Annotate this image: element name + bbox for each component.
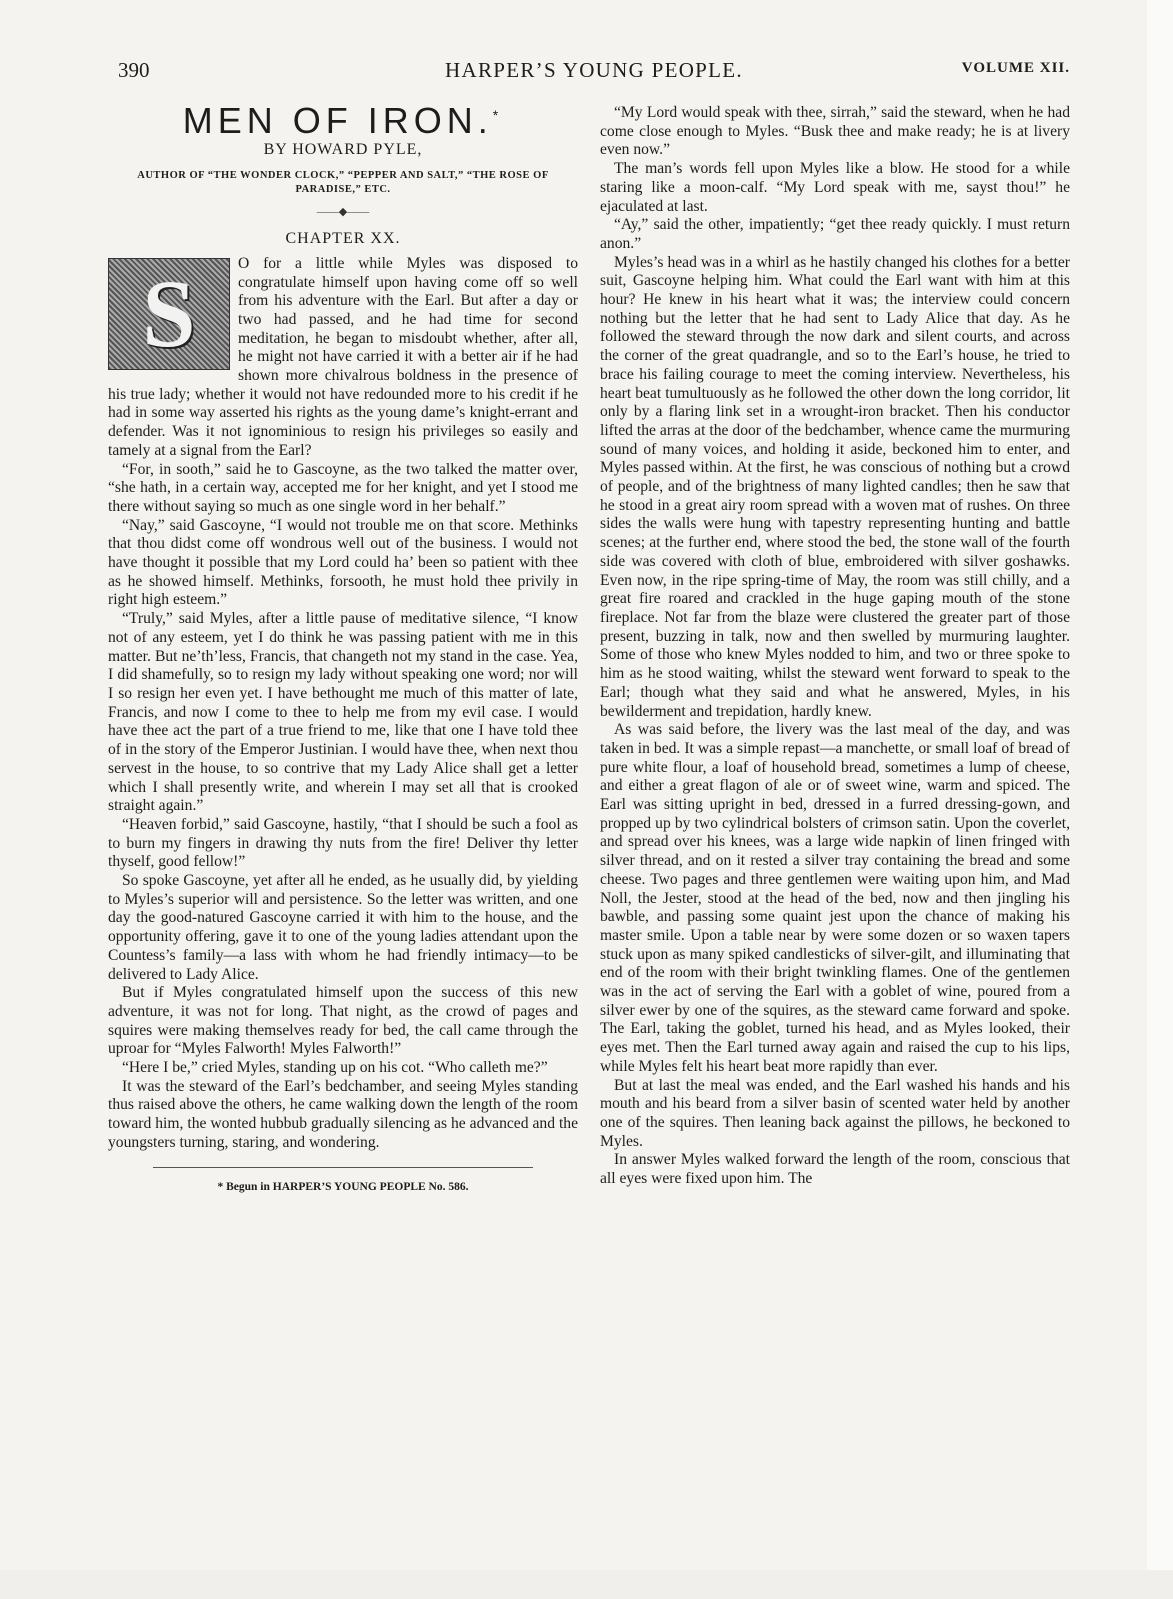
dropcap-letter: S — [142, 259, 196, 367]
paragraph: “Nay,” said Gascoyne, “I would not trouble me on that score. Methinks that thou didst come off wondrous well out of the business. I would not have thought it possible that my Lord could ha’ been so patient with thee as he showed himself. Methinks, forsooth, he must hold thee privily in right high esteem.” — [108, 516, 578, 609]
paragraph: “Heaven forbid,” said Gascoyne, hastily, “that I should be such a fool as to burn my fingers in drawing thy nuts from the fire! Deliver thy letter thyself, good fellow!” — [108, 815, 578, 871]
paragraph: As was said before, the livery was the last meal of the day, and was taken in bed. It was a simple repast—a manchette, or small loaf of bread of pure white flour, a loaf of household bread, sometimes a lump of cheese, and either a great flagon of ale or of sweet wine, warm and spiced. The Earl was sitting upright in bed, dressed in a furred dressing-gown, and propped up by two cylindrical bolsters of crimson satin. Upon the coverlet, and spread over his knees, was a large wide napkin of linen fringed with silver thread, and on it rested a silver tray containing the bread and some cheese. Two pages and three gentlemen were waiting upon him, and Mad Noll, the Jester, stood at the head of the bed, now and then jingling his bawble, and passing some quaint jest upon the chance of making his master smile. Upon a table near by were some dozen or so waxen tapers stuck upon as many spiked candlesticks of silver-gilt, and illuminating that end of the room with their bright twinkling flames. One of the gentlemen was in the act of serving the Earl with a goblet of wine, poured from a silver ewer by one of the squires, as the steward came forward and spoke. The Earl, taking the goblet, turned his head, and as Myles looked, their eyes met. Then the Earl turned away again and raised the cup to his lips, while Myles felt his heart beat more rapidly than ever. — [600, 721, 1070, 1075]
footnote: * Begun in HARPER’S YOUNG PEOPLE No. 586. — [217, 1180, 469, 1193]
story-title — [108, 100, 578, 141]
paragraph: “Here I be,” cried Myles, standing up on his cot. “Who calleth me?” — [122, 1059, 548, 1077]
paragraph: “For, in sooth,” said he to Gascoyne, as the two talked the matter over, “she hath, in a certain way, accepted me for her knight, and yet I stood me there without saying so much as one single word in her behalf.” — [108, 460, 578, 515]
story-title-text: MEN OF IRON. — [182, 100, 493, 141]
paragraph: In answer Myles walked forward the length of the room, conscious that all eyes were fixed upon him. The — [600, 1151, 1070, 1188]
paragraph: It was the steward of the Earl’s bedchamber, and seeing Myles standing thus raised above the others, he came walking down the length of the room toward him, the wonted hubbub gradually silencing as he advanced and the youngsters turning, staring, and wondering. — [108, 1077, 578, 1151]
ornament-divider: ——◆—— — [316, 206, 370, 219]
decorated-initial-image — [108, 258, 230, 370]
chapter-heading: CHAPTER XX. — [285, 230, 401, 248]
footnote-mark: * — [492, 107, 504, 123]
paragraph: Myles’s head was in a whirl as he hastily changed his clothes for a better suit, Gascoyne helping him. What could the Earl want with him at this hour? He knew in his heart what it was; the interview could concern nothing but the letter that he had sent to Lady Alice that day. As he followed the steward through the now dark and silent courts, and across the corner of the great quadrangle, and so to the Earl’s house, he tried to brace his failing courage to meet the coming interview. Nevertheless, his heart beat tumultuously as he followed the other down the long corridor, lit only by a flaring link set in a wrought-iron bracket. Then his conductor lifted the arras at the door of the bedchamber, whence came the murmuring sound of many voices, and holding it aside, beckoned him to enter, and Myles passed within. At the first, he was conscious of nothing but a crowd of people, and of the brightness of many lighted candles; then he saw that he stood in a great airy room spread with a woven mat of rushes. On three sides the walls were hung with tapestry representing hunting and battle scenes; at the further end, where stood the bed, the stone wall of the fourth side was covered with cloth of blue, embroidered with silver goshawks. Even now, in the ripe spring-time of May, the room was still chilly, and a great fire roared and crackled in the huge gaping mouth of the stone fireplace. Not far from the blaze were clustered the greater part of those present, buzzing in talk, now and then swelled by murmuring laughter. Some of those who knew Myles nodded to him, and two or three spoke to him as he stood waiting, whilst the steward went forward to speak to the Earl; though what they said and what he answered, Myles, in his bewilderment and trepidation, hardly knew. — [600, 253, 1070, 720]
volume-label: VOLUME XII. — [961, 60, 1070, 76]
scan-edge — [0, 1570, 1173, 1599]
paragraph: So spoke Gascoyne, yet after all he ended, as he usually did, by yielding to Myles’s superior will and persistence. So the letter was written, and one day the good-natured Gascoyne carried it with him to the house, and the opportunity offering, gave it to one of the young ladies attendant upon the Countess’s family—a lass with whom he had friendly intimacy—to be delivered to Lady Alice. — [108, 872, 578, 983]
paragraph: But at last the meal was ended, and the Earl washed his hands and his mouth and his beard from a silver basin of scented water held by another one of the squires. Then leaning back against the pillows, he beckoned to Myles. — [600, 1076, 1070, 1150]
author-credits: AUTHOR OF “THE WONDER CLOCK,” “PEPPER AND SALT,” “THE ROSE OF PARADISE,” ETC. — [137, 170, 549, 196]
byline: BY HOWARD PYLE, — [263, 140, 423, 158]
left-column — [108, 100, 578, 1196]
paragraph: “My Lord would speak with thee, sirrah,” said the steward, when he had come close enough to Myles. “Busk thee and make ready; he is at livery even now.” — [600, 104, 1070, 159]
paragraph: “Ay,” said the other, impatiently; “get thee ready quickly. I must return anon.” — [600, 216, 1070, 252]
scan-edge — [1147, 0, 1173, 1599]
paragraph: But if Myles congratulated himself upon the success of this new adventure, it was not for long. That night, as the crowd of pages and squires were making themselves ready for bed, the call came through the uproar for “Myles Falworth! Myles Falworth!” — [108, 984, 578, 1058]
paragraph: O for a little while Myles was disposed to congratulate himself upon having come off so well from his adventure with the Earl. But after a day or two had passed, and he had time for second meditation, he began to misdoubt whether, after all, he might not have carried it with a better air if he had shown more chivalrous boldness in the presence of his true lady; whether it would not have redounded more to his credit if he had in some way asserted his rights as the young dame’s knight-errant and defender. Was it not ignominious to resign his privileges so easily and tamely at a signal from the Earl? — [108, 254, 578, 459]
page-number: 390 — [118, 58, 150, 82]
paragraph: “Truly,” said Myles, after a little pause of meditative silence, “I know not of any esteem, yet I do think he was passing patient with me in this matter. But ne’th’less, Francis, that changeth not my stand in the case. Yea, I did shamefully, so to resign my lady without speaking one word; nor will I so resign her even yet. I have bethought me much of this matter of late, Francis, and now I come to thee to help me from my evil case. I would have thee act the part of a true friend to me, like that one I have told thee of in the story of the Emperor Justinian. I would have thee, when next thou servest in the house, to so contrive that my Lady Alice shall get a letter which I shall presently write, and wherein I may set all that is crooked straight again.” — [108, 610, 578, 815]
right-column — [600, 104, 1070, 1189]
running-head — [118, 58, 1070, 84]
paragraph: The man’s words fell upon Myles like a blow. He stood for a while staring like a moon-calf. “My Lord speak with me, sayst thou!” he ejaculated at last. — [600, 160, 1070, 215]
footnote-rule — [153, 1167, 533, 1168]
magazine-title: HARPER’S YOUNG PEOPLE. — [445, 58, 743, 82]
